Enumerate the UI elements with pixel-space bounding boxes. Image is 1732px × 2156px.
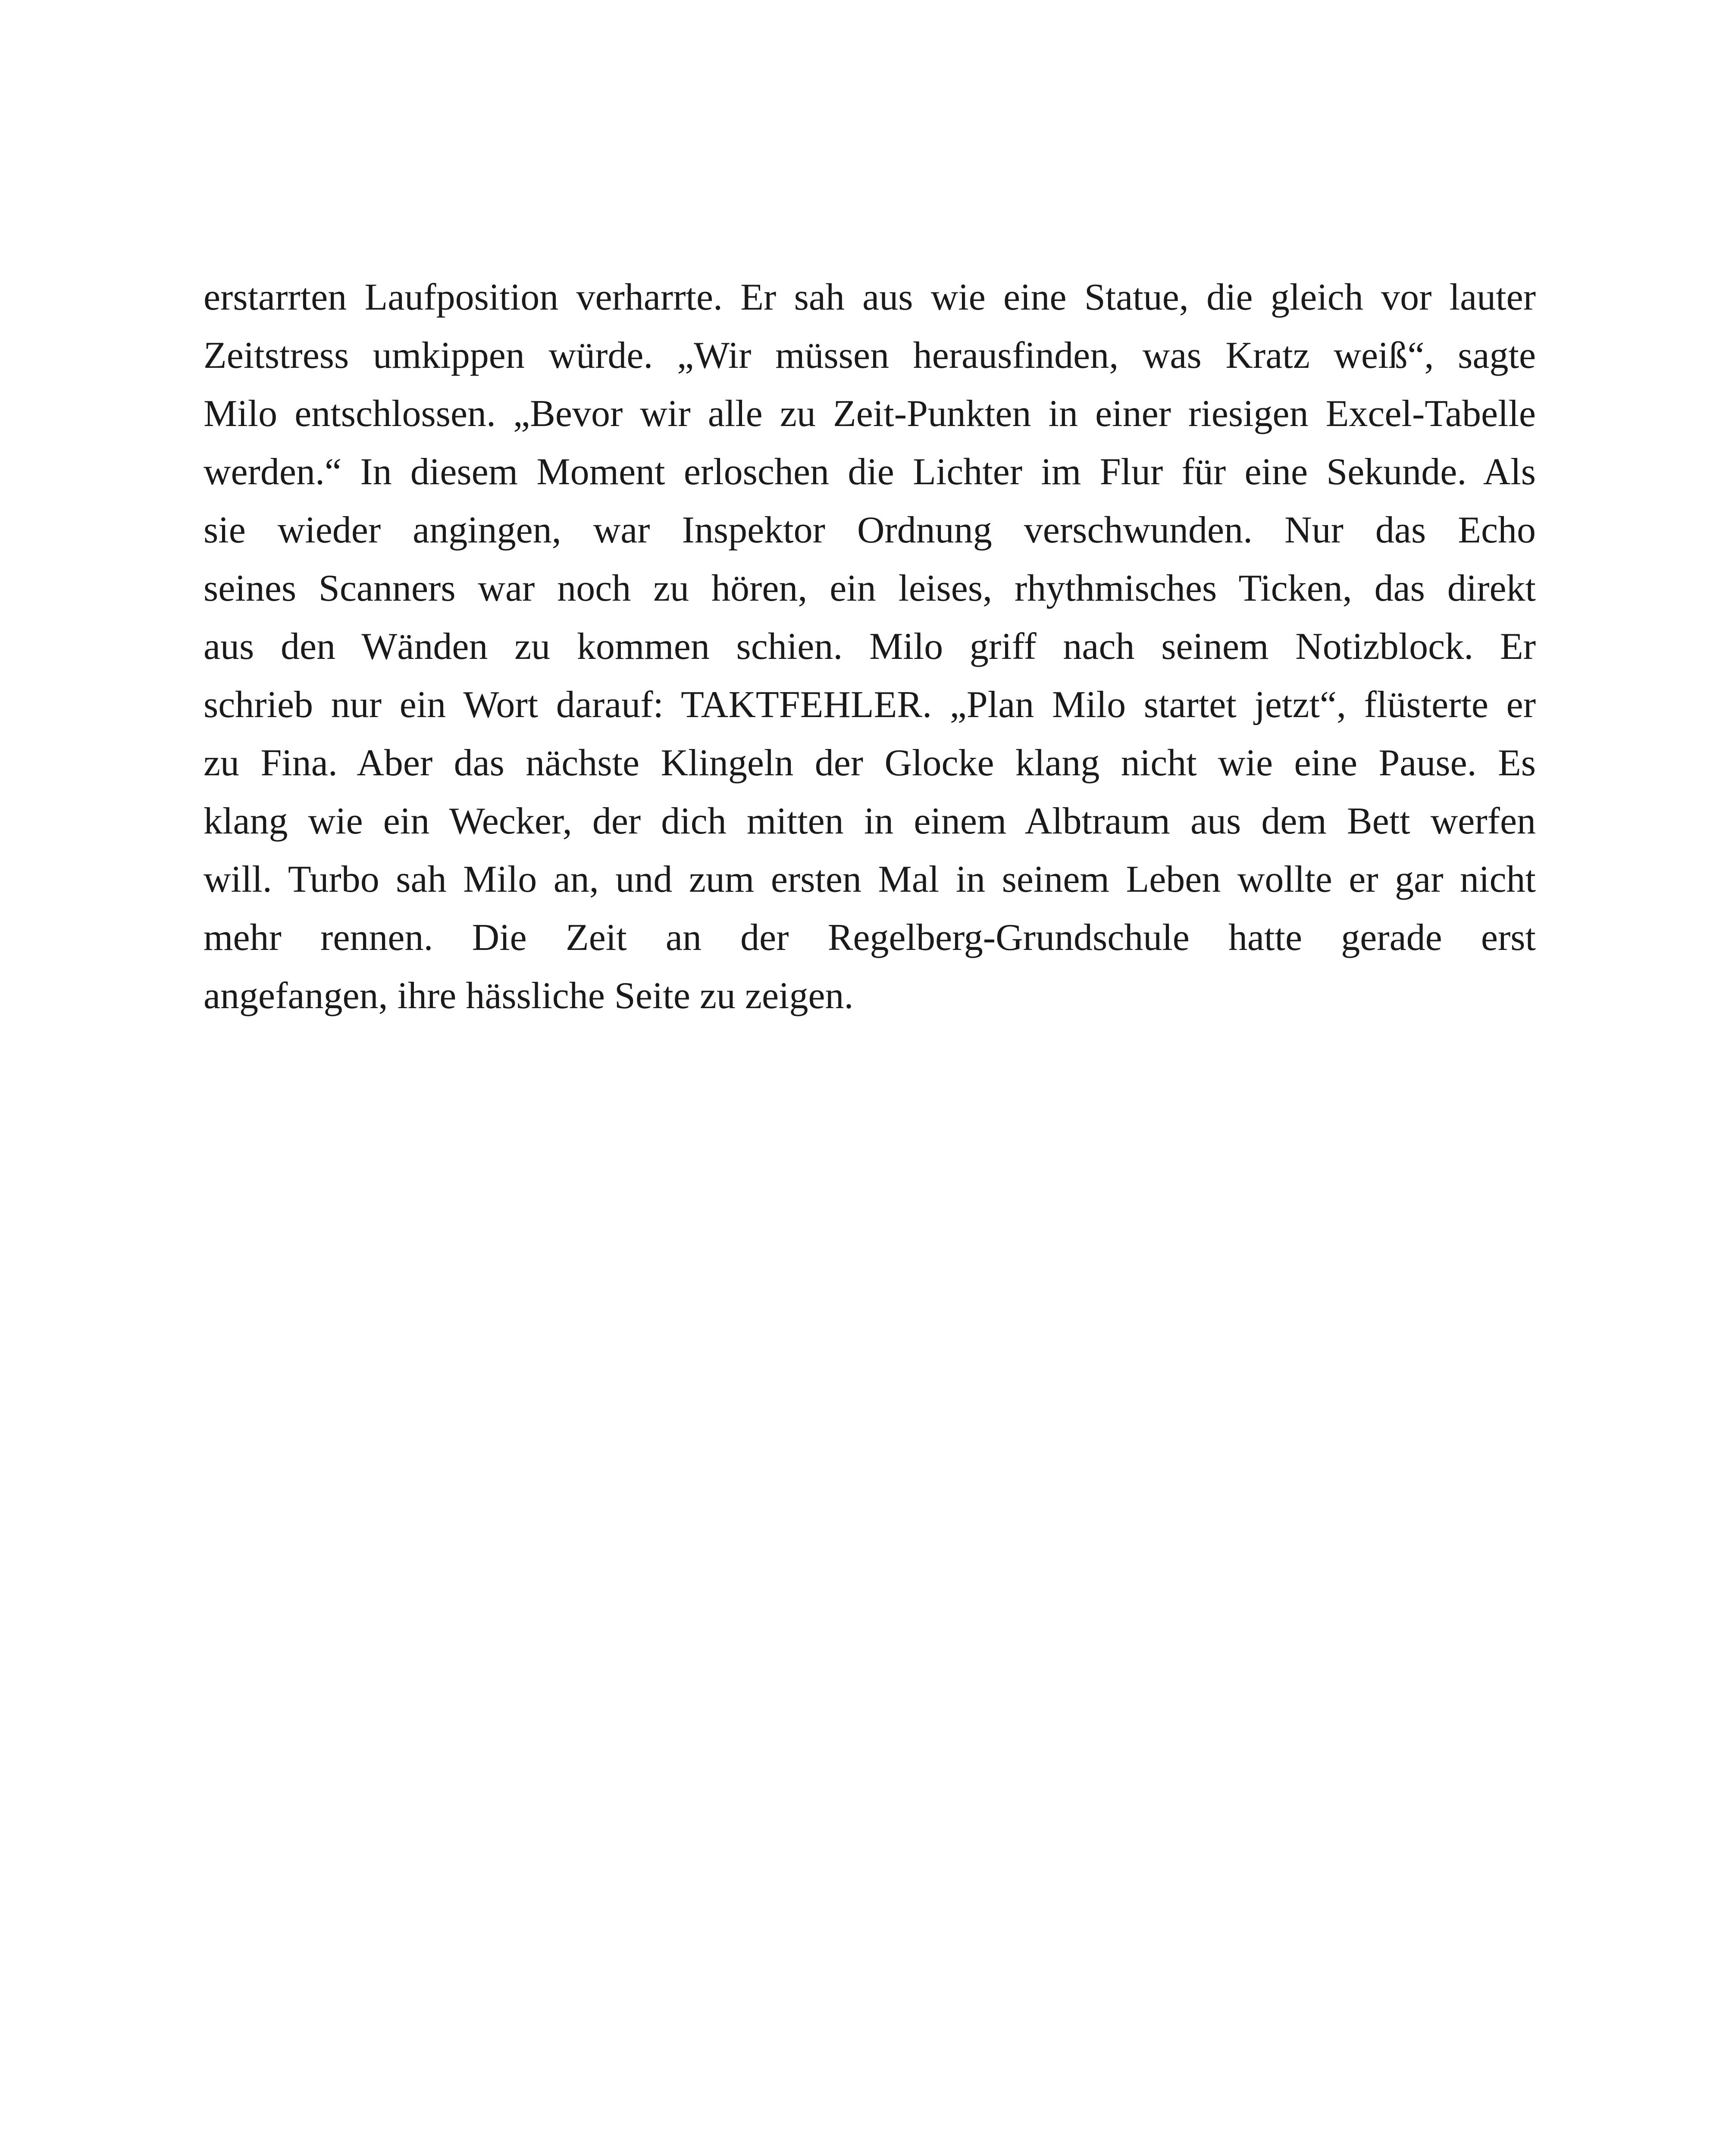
paragraph-line: zu Fina. Aber das nächste Klingeln der Glocke klang nicht wie eine Pause. Es [204,742,1536,784]
paragraph-line: Zeitstress umkippen würde. „Wir müssen herausfinden, was Kratz weiß“, sagte [204,335,1536,376]
paragraph-line: werden.“ In diesem Moment erloschen die Lichter im Flur für eine Sekunde. Als [204,451,1536,493]
paragraph-line: will. Turbo sah Milo an, und zum ersten Mal in seinem Leben wollte er gar nicht [204,859,1536,900]
paragraph-line: Milo entschlossen. „Bevor wir alle zu Zeit-Punkten in einer riesigen Excel-Tabelle [204,393,1536,435]
paragraph-line: schrieb nur ein Wort darauf: TAKTFEHLER. „Plan Milo startet jetzt“, flüsterte er [204,684,1536,726]
paragraph-line: aus den Wänden zu kommen schien. Milo griff nach seinem Notizblock. Er [204,626,1536,667]
paragraph-line: sie wieder angingen, war Inspektor Ordnung verschwunden. Nur das Echo [204,509,1536,551]
paragraph-line: seines Scanners war noch zu hören, ein leises, rhythmisches Ticken, das direkt [204,567,1536,609]
paragraph-line: erstarrten Laufposition verharrte. Er sah aus wie eine Statue, die gleich vor lauter [204,276,1536,318]
paragraph-line: klang wie ein Wecker, der dich mitten in einem Albtraum aus dem Bett werfen [204,800,1536,842]
body-paragraph [204,268,1536,1025]
paragraph-line: mehr rennen. Die Zeit an der Regelberg-Grundschule hatte gerade erst [204,917,1536,959]
paragraph-line: angefangen, ihre hässliche Seite zu zeigen. [204,975,854,1017]
